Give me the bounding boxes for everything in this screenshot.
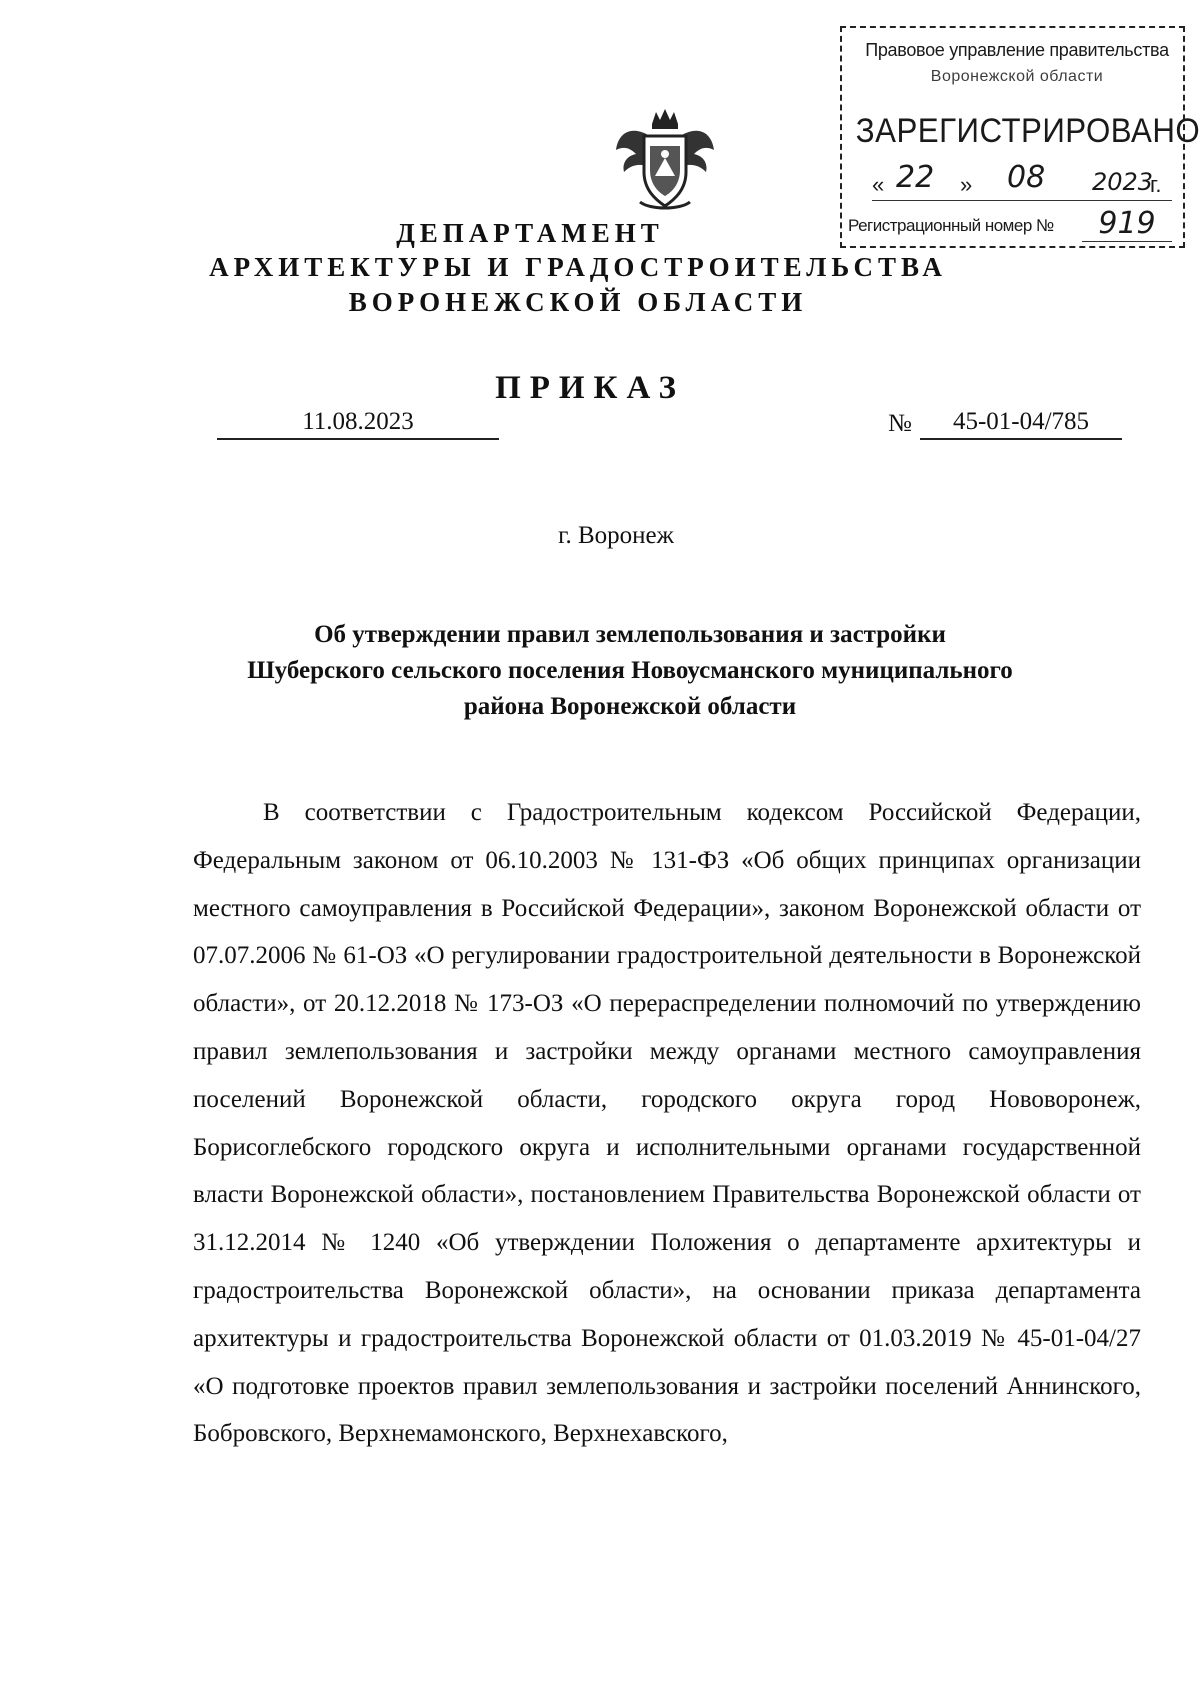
stamp-authority-line2: Воронежской области: [930, 68, 1104, 85]
stamp-registered-label: ЗАРЕГИСТРИРОВАНО: [855, 112, 1200, 150]
stamp-year-suffix: г.: [1150, 172, 1162, 197]
department-line3: ВОРОНЕЖСКОЙ ОБЛАСТИ: [348, 287, 808, 317]
department-line1: ДЕПАРТАМЕНТ: [396, 218, 664, 248]
stamp-date: [862, 160, 1177, 200]
title-line3: района Воронежской области: [463, 693, 797, 720]
number-label: №: [888, 410, 912, 437]
stamp-reg-number: 919: [1082, 206, 1172, 242]
document-date: 11.08.2023: [217, 408, 499, 440]
title-line1: Об утверждении правил землепользования и застройки: [314, 621, 946, 648]
document-type: ПРИКАЗ: [495, 370, 685, 406]
stamp-year: 2023: [1092, 168, 1154, 196]
stamp-month: 08: [1007, 160, 1046, 195]
stamp-day: 22: [896, 160, 935, 195]
document-title: [180, 617, 1080, 725]
body-paragraph: В соответствии с Градостроительным кодексом Российской Федерации, Федеральным законом от 06.10.2003 № 131-ФЗ «Об общих принципах организации местного самоуправления в Российской Федерации», законом Воронежской области от 07.07.2006 № 61-ОЗ «О регулировании градостроительной деятельности в Воронежской области», от 20.12.2018 № 173-ОЗ «О перераспределении полномочий по утверждению правил землепользования и застройки между органами местного самоуправления поселений Воронежской области, городского округа город Нововоронеж, Борисоглебского городского округа и исполнительными органами государственной власти Воронежской области», постановлением Правительства Воронежской области от 31.12.2014 № 1240 «Об утверждении Положения о департаменте архитектуры и градостроительства Воронежской области», на основании приказа департамента архитектуры и градостроительства Воронежской области от 01.03.2019 № 45-01-04/27 «О подготовке проектов правил землепользования и застройки поселений Аннинского, Бобровского, Верхнемамонского, Верхнехавского,: [193, 799, 1141, 1448]
stamp-authority-line1: Правовое управление правительства: [865, 40, 1169, 60]
department-line2: АРХИТЕКТУРЫ И ГРАДОСТРОИТЕЛЬСТВА: [209, 252, 947, 282]
title-line2: Шуберского сельского поселения Новоусманского муниципального: [247, 657, 1013, 684]
city: г. Воронеж: [558, 522, 674, 549]
stamp-divider: [872, 200, 1172, 201]
document-number: 45-01-04/785: [920, 408, 1122, 440]
stamp-quote-open: «: [872, 172, 885, 197]
stamp-quote-close: »: [960, 172, 973, 197]
stamp-reg-number-label: Регистрационный номер №: [848, 216, 1054, 235]
registration-stamp: [840, 26, 1200, 248]
coat-of-arms-icon: [610, 106, 720, 216]
